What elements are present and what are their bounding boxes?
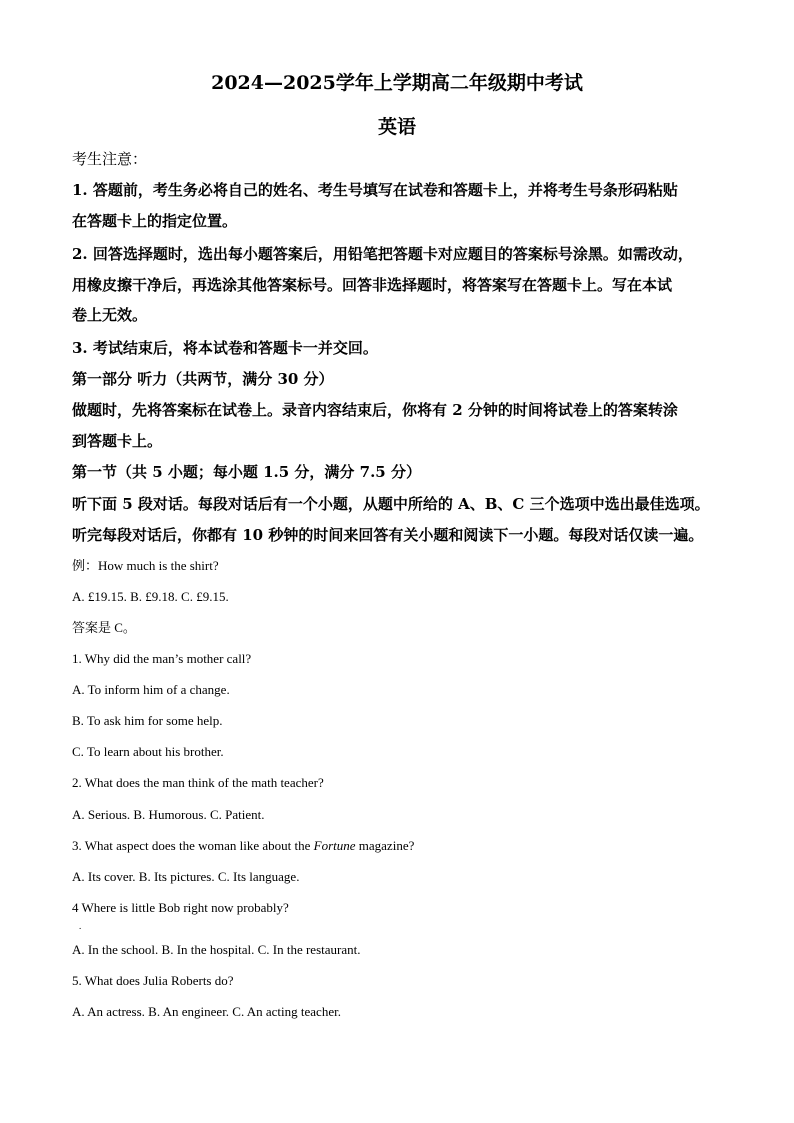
notice-line: 用橡皮擦干净后，再选涂其他答案标号。回答非选择题时，将答案写在答题卡上。写在本试 xyxy=(72,276,673,294)
section1-instruction: 听完每段对话后，你都有 10 秒钟的时间来回答有关小题和阅读下一小题。每段对话仅读一遍。 xyxy=(72,526,704,544)
notice-line: 1. 答题前，考生务必将自己的姓名、考生号填写在试卷和答题卡上，并将考生号条形码粘贴 xyxy=(72,181,678,199)
question-1: 1. Why did the man’s mother call? xyxy=(72,651,252,666)
question-1-option-a: A. To inform him of a change. xyxy=(72,682,230,697)
question-2: 2. What does the man think of the math teacher? xyxy=(72,775,324,790)
notice-heading: 考生注意： xyxy=(72,150,148,168)
stray-dot: . xyxy=(79,921,82,931)
notice-line: 在答题卡上的指定位置。 xyxy=(72,212,238,230)
question-4-options: A. In the school. B. In the hospital. C. In the restaurant. xyxy=(72,942,361,957)
question-1-option-c: C. To learn about his brother. xyxy=(72,744,224,759)
example-answer: 答案是 C。 xyxy=(72,620,136,635)
exam-subject: 英语 xyxy=(377,116,416,138)
question-5: 5. What does Julia Roberts do? xyxy=(72,973,234,988)
question-2-options: A. Serious. B. Humorous. C. Patient. xyxy=(72,807,265,822)
question-3-options: A. Its cover. B. Its pictures. C. Its language. xyxy=(72,869,300,884)
notice-line: 3. 考试结束后，将本试卷和答题卡一并交回。 xyxy=(72,339,378,357)
example-options: A. £19.15. B. £9.18. C. £9.15. xyxy=(72,589,229,604)
example-question: 例：How much is the shirt? xyxy=(72,558,219,573)
question-3-text: 3. What aspect does the woman like about the xyxy=(72,838,314,853)
question-3 xyxy=(72,837,732,855)
part1-intro-line: 做题时，先将答案标在试卷上。录音内容结束后，你将有 2 分钟的时间将试卷上的答案转涂 xyxy=(72,401,678,419)
magazine-title: Fortune xyxy=(313,838,356,853)
question-4: 4 Where is little Bob right now probably? xyxy=(72,900,289,915)
question-3-text-end: magazine? xyxy=(355,838,415,853)
question-1-option-b: B. To ask him for some help. xyxy=(72,713,223,728)
notice-line: 卷上无效。 xyxy=(72,306,148,324)
exam-title: 2024—2025学年上学期高二年级期中考试 xyxy=(211,72,583,94)
section1-instruction: 听下面 5 段对话。每段对话后有一个小题，从题中所给的 A、B、C 三个选项中选出最佳选项。 xyxy=(72,495,710,513)
question-5-options: A. An actress. B. An engineer. C. An acting teacher. xyxy=(72,1004,341,1019)
notice-line: 2. 回答选择题时，选出每小题答案后，用铅笔把答题卡对应题目的答案标号涂黑。如需改动， xyxy=(72,245,693,263)
part1-intro-line: 到答题卡上。 xyxy=(72,432,163,450)
section1-heading: 第一节（共 5 小题；每小题 1.5 分，满分 7.5 分） xyxy=(72,463,421,481)
part1-heading: 第一部分 听力（共两节，满分 30 分） xyxy=(72,370,334,388)
